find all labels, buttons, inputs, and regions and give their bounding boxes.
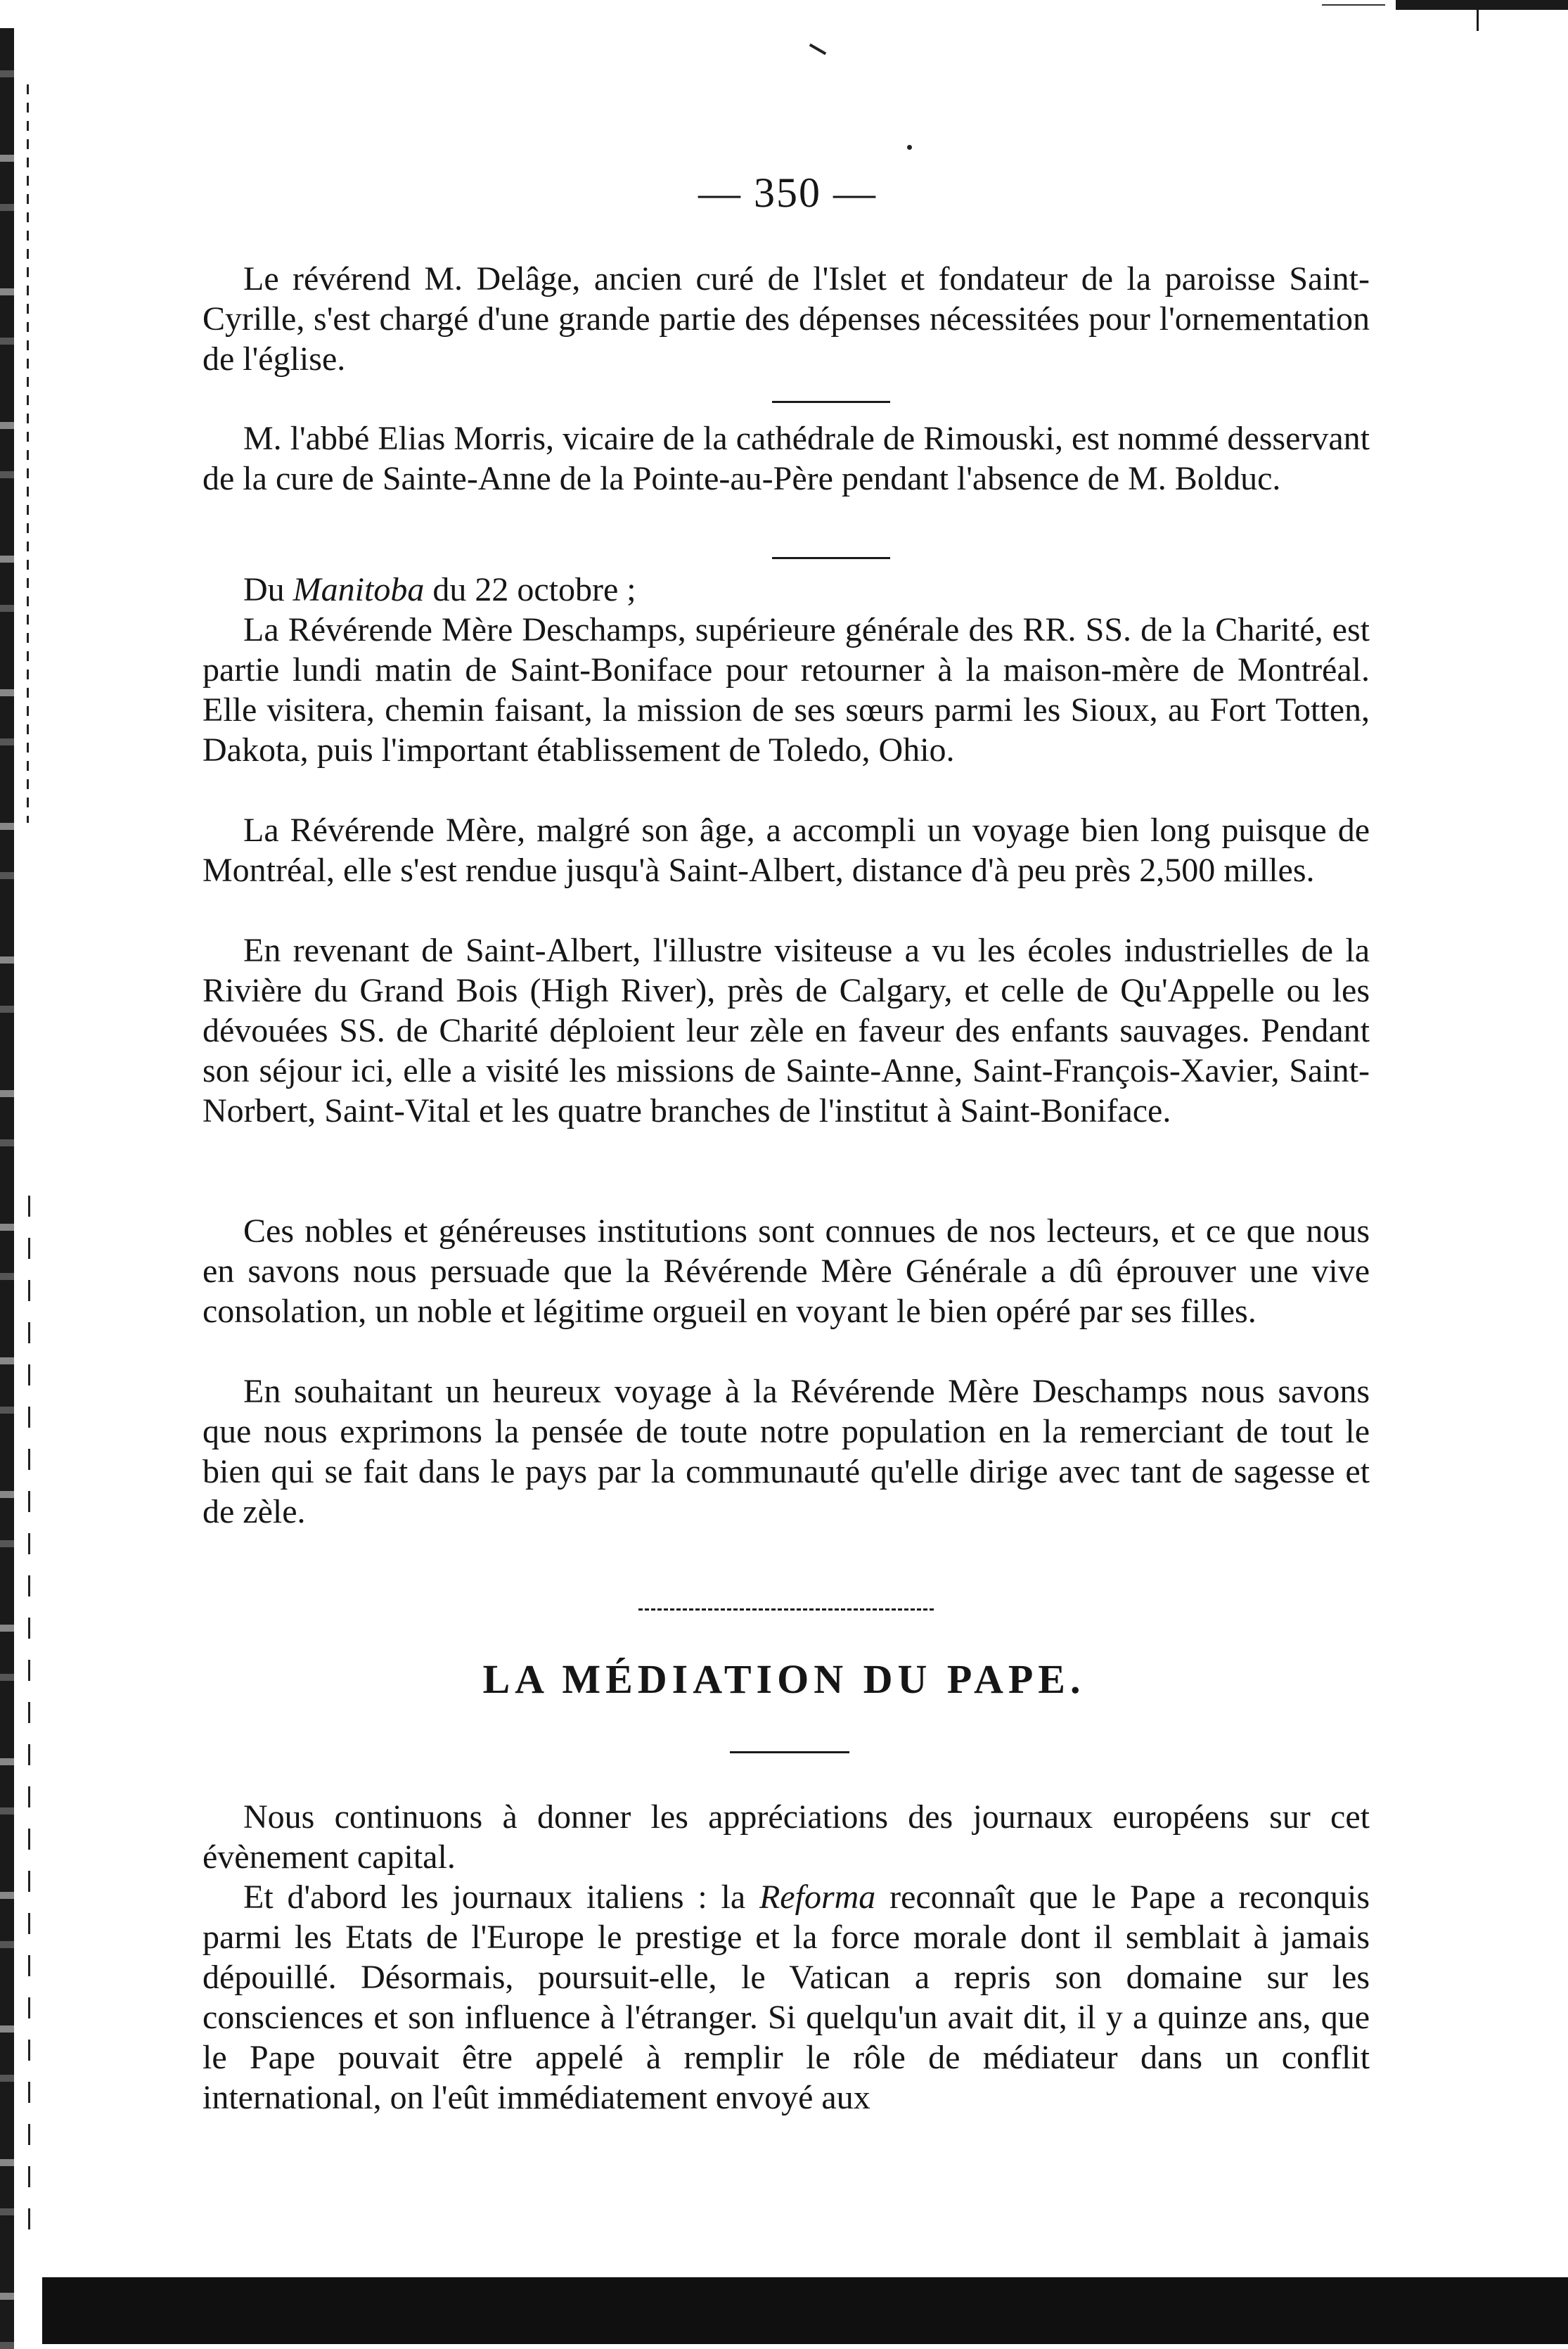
paragraph-morris <box>203 418 1370 499</box>
scan-edge-left <box>0 28 14 2349</box>
scan-edge-top-dash <box>1322 4 1385 6</box>
scan-mark <box>809 44 827 55</box>
manitoba-paragraph-1-text: La Révérende Mère Deschamps, supérieure générale des RR. SS. de la Charité, est partie lundi matin de Saint-Boniface pour retourner à la maison-mère de Montréal. Elle visitera, chemin faisant, la mission de ses sœurs parmi les Sioux, au Fort Totten, Dakota, puis l'important établissement de Toledo, Ohio. <box>203 611 1370 769</box>
page-number: — 350 — <box>698 169 877 216</box>
scan-edge-left-thin <box>27 84 29 823</box>
scan-mark <box>907 145 912 150</box>
manitoba-journal-name: Manitoba <box>293 571 425 608</box>
separator-rule <box>772 557 890 559</box>
manitoba-paragraph-5-text: En souhaitant un heureux voyage à la Révérende Mère Deschamps nous savons que nous exprimons la pensée de toute notre population en la remerciant de tout le bien qui se fait dans le pays par la communauté qu'elle dirige avec tant de sagesse et de zèle. <box>203 1373 1370 1530</box>
reforma-journal-name: Reforma <box>759 1878 876 1916</box>
section-heading: LA MÉDIATION DU PAPE. <box>482 1656 1086 1702</box>
separator-rule <box>772 401 890 403</box>
scan-edge-top-right <box>1396 0 1568 10</box>
scan-edge-bottom <box>42 2277 1568 2344</box>
manitoba-paragraph-4 <box>203 1211 1370 1331</box>
mediation-paragraph-2-before: Et d'abord les journaux italiens : la <box>243 1878 746 1916</box>
paragraph-morris-text: M. l'abbé Elias Morris, vicaire de la cathédrale de Rimouski, est nommé desservant de la cure de Sainte-Anne de la Pointe-au-Père pendant l'absence de M. Bolduc. <box>203 420 1370 497</box>
mediation-paragraph-1-text: Nous continuons à donner les appréciations des journaux européens sur cet évènement capital. <box>203 1798 1370 1876</box>
manitoba-source-line <box>203 570 1370 610</box>
manitoba-paragraph-5 <box>203 1371 1370 1532</box>
manitoba-source-suffix: du 22 octobre ; <box>432 571 636 608</box>
manitoba-paragraph-1 <box>203 610 1370 770</box>
mediation-paragraph-1 <box>203 1797 1370 1877</box>
scan-edge-left-thin-lower <box>28 1196 30 2251</box>
manitoba-paragraph-3 <box>203 930 1370 1131</box>
manitoba-paragraph-2-text: La Révérende Mère, malgré son âge, a accompli un voyage bien long puisque de Montréal, elle s'est rendue jusqu'à Saint-Albert, distance d'à peu près 2,500 milles. <box>203 812 1370 889</box>
manitoba-paragraph-3-text: En revenant de Saint-Albert, l'illustre visiteuse a vu les écoles industrielles de la Rivière du Grand Bois (High River), près de Calgary, et celle de Qu'Appelle ou les dévouées SS. de Charité déploient leur zèle en faveur des enfants sauvages. Pendant son séjour ici, elle a visité les missions de Sainte-Anne, Saint-François-Xavier, Saint-Norbert, Saint-Vital et les quatre branches de l'institut à Saint-Boniface. <box>203 932 1370 1129</box>
manitoba-source-prefix: Du <box>243 571 285 608</box>
paragraph-delage <box>203 259 1370 379</box>
manitoba-paragraph-2 <box>203 810 1370 890</box>
scan-edge-tick <box>1477 10 1479 31</box>
mediation-paragraph-2 <box>203 1877 1370 2118</box>
paragraph-delage-text: Le révérend M. Delâge, ancien curé de l'Islet et fondateur de la paroisse Saint-Cyrille, s'est chargé d'une grande partie des dépenses nécessitées pour l'ornementation de l'église. <box>203 260 1370 378</box>
heading-underline-rule <box>730 1751 849 1753</box>
mediation-paragraph-2-after: reconnaît que le Pape a reconquis parmi les Etats de l'Europe le prestige et la force morale dont il semblait à jamais dépouillé. Désormais, poursuit-elle, le Vatican a repris son domaine sur les consciences et son influence à l'étranger. Si quelqu'un avait dit, il y a quinze ans, que le Pape pouvait être appelé à remplir le rôle de médiateur dans un conflit international, on l'eût immédiatement envoyé aux <box>203 1878 1370 2116</box>
section-separator-dotted <box>638 1608 934 1611</box>
manitoba-paragraph-4-text: Ces nobles et généreuses institutions sont connues de nos lecteurs, et ce que nous en savons nous persuade que la Révérende Mère Générale a dû éprouver une vive consolation, un noble et légitime orgueil en voyant le bien opéré par ses filles. <box>203 1212 1370 1330</box>
